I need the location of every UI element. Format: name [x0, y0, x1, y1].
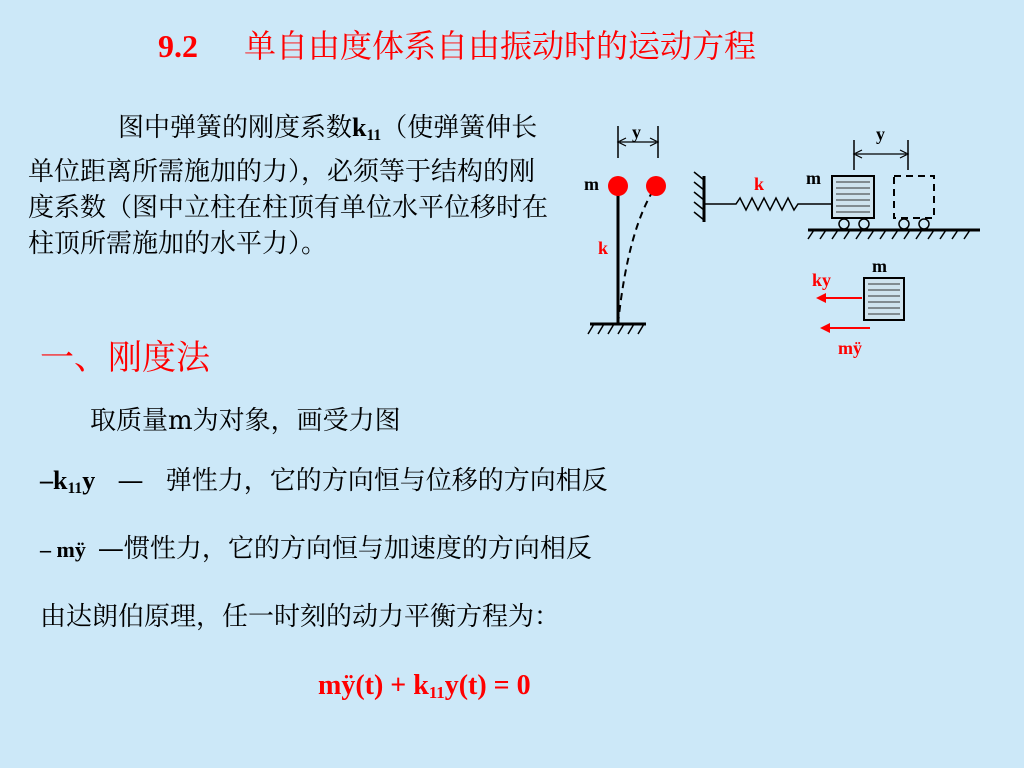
column-k-label: k	[598, 238, 609, 258]
section-number: 9.2	[158, 28, 198, 64]
equation-of-motion	[318, 668, 531, 711]
structure-diagram	[570, 118, 990, 368]
cart-m-label: m	[806, 168, 821, 188]
fbd-my-label: mÿ	[838, 338, 862, 358]
principle-line: 由达朗伯原理，任一时刻的动力平衡方程为：	[40, 602, 561, 632]
intro-k-sub: 11	[366, 127, 382, 144]
inertia-force-line	[40, 532, 592, 567]
column-y-label: y	[632, 122, 641, 142]
free-body-diagram	[812, 256, 904, 358]
intro-part2: （使弹簧伸长单位距离所需施加的力），必须等于结构的刚度系数（图中立柱在柱顶有单位水平位移时在柱顶所需施加的水平力）。	[28, 113, 549, 259]
equation-sub: 11	[428, 683, 445, 702]
page-title	[158, 24, 878, 68]
fbd-m-label: m	[872, 256, 887, 276]
intro-part1: 图中弹簧的刚度系数	[118, 113, 353, 143]
spring-mass-figure	[694, 124, 980, 239]
equation-part2: y(t) = 0	[444, 670, 531, 701]
elastic-dash: —	[117, 466, 144, 496]
intro-k-symbol: k	[352, 113, 367, 142]
elastic-symbol-prefix: –k	[40, 466, 68, 495]
intro-paragraph	[28, 110, 548, 262]
title-text: 单自由度体系自由振动时的运动方程	[244, 27, 757, 65]
elastic-symbol-suffix: y	[82, 466, 96, 495]
column-mass	[608, 176, 628, 196]
column-m-label: m	[584, 174, 599, 194]
elastic-force-line	[40, 464, 608, 506]
inertia-desc: —惯性力，它的方向恒与加速度的方向相反	[97, 534, 592, 564]
elastic-symbol-sub: 11	[67, 480, 83, 497]
spring-k-label: k	[754, 174, 765, 194]
section-heading: 一、刚度法	[40, 338, 210, 378]
fbd-ky-label: ky	[812, 270, 832, 290]
column-figure	[584, 122, 666, 334]
take-mass-line: 取质量m为对象，画受力图	[90, 406, 401, 436]
elastic-desc: 弹性力，它的方向恒与位移的方向相反	[165, 466, 608, 496]
cart-y-label: y	[876, 124, 885, 144]
cart-displaced	[894, 176, 934, 218]
equation-part1: mÿ(t) + k	[318, 670, 429, 701]
inertia-symbol: – mÿ	[40, 537, 86, 562]
column-mass-displaced	[646, 176, 666, 196]
